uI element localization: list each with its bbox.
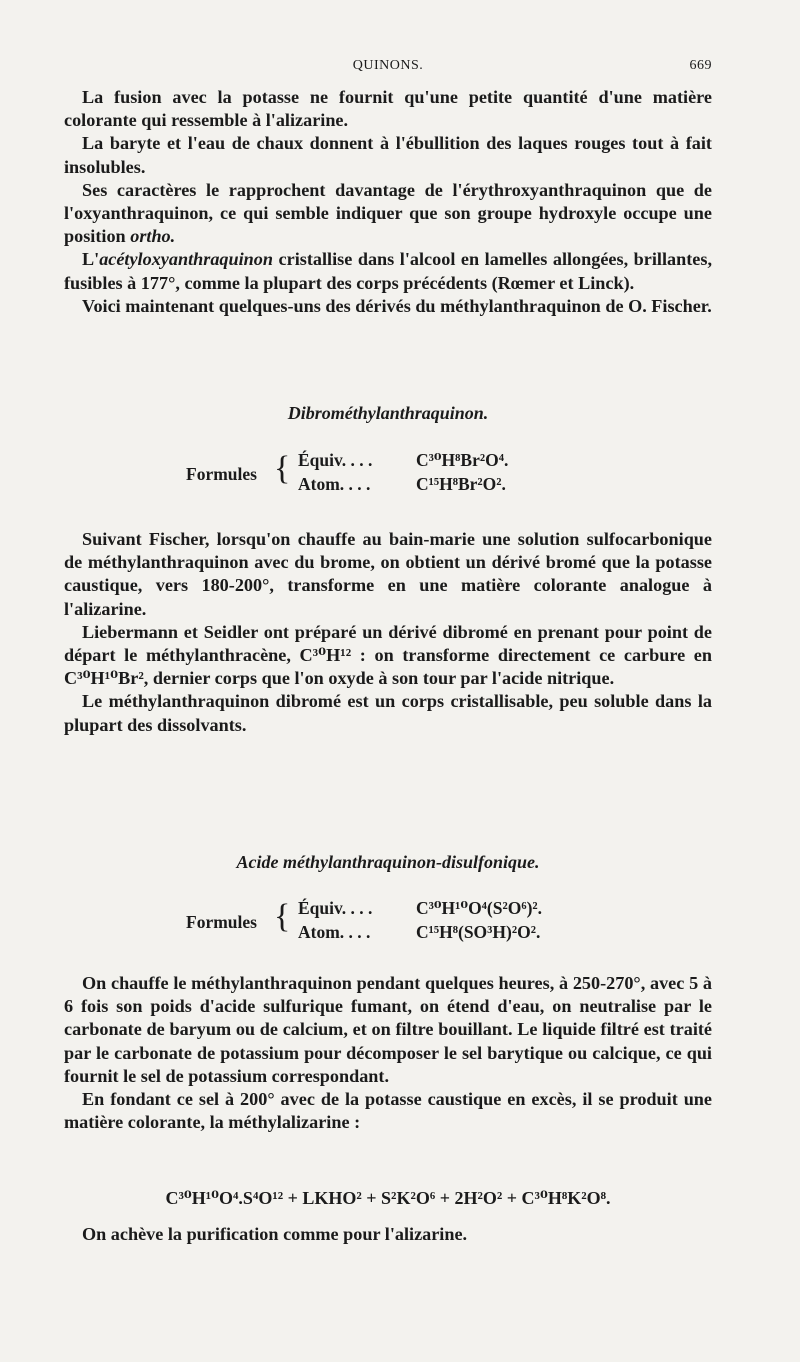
section-title: Acide méthylanthraquinon-disulfonique.	[236, 852, 540, 872]
paragraph-text: cristallise dans l'alcool en lamelles allongées, brillantes, fusibles à 177°, comme la plupart des corps précédents (Rœmer et Linck).	[64, 249, 712, 293]
formula-value: C¹⁵H⁸(SO³H)²O².	[416, 922, 541, 942]
page-number: 669	[689, 58, 712, 73]
paragraph	[64, 248, 712, 294]
paragraph: Voici maintenant quelques-uns des dérivés du méthylanthraquinon de O. Fischer.	[82, 295, 712, 316]
formula-row	[298, 474, 506, 495]
paragraph: Le méthylanthraquinon dibromé est un corps cristallisable, peu soluble dans la plupart des dissolvants.	[64, 691, 712, 735]
running-header	[64, 58, 712, 80]
brace-glyph: {	[274, 450, 291, 487]
formula-row	[298, 450, 508, 471]
paragraph: On chauffe le méthylanthraquinon pendant quelques heures, à 250-270°, avec 5 à 6 fois son poids d'acide sulfurique fumant, on étend d'eau, on neutralise par le carbonate de baryum ou de calcium, et on filtre bouillant. Le liquide filtré est traité par le carbonate de potassium pour décomposer le sel barytique ou calcique, ce qui fournit le sel de potassium correspondant.	[64, 973, 712, 1086]
paragraph: La fusion avec la potasse ne fournit qu'une petite quantité d'une matière colorante qui ressemble à l'alizarine.	[64, 87, 712, 131]
paragraph: Liebermann et Seidler ont préparé un dérivé dibromé en prenant pour point de départ le méthylanthracène, C³⁰H¹² : on transforme directement ce carbure en C³⁰H¹⁰Br², dernier corps que l'on oxyde à son tour par l'acide nitrique.	[64, 621, 712, 689]
italic-term: ortho.	[130, 226, 176, 247]
paragraph: On achève la purification comme pour l'alizarine.	[82, 1224, 468, 1244]
text-block-top	[64, 86, 712, 318]
paragraph	[64, 179, 712, 249]
acetyl-prefix: L'	[82, 249, 100, 270]
brace-glyph: {	[274, 898, 291, 935]
formula-value: C³⁰H¹⁰O⁴(S²O⁶)².	[416, 898, 543, 918]
formula-row	[298, 898, 542, 919]
paragraph: En fondant ce sel à 200° avec de la potasse caustique en excès, il se produit une matière colorante, la méthylalizarine :	[64, 1089, 712, 1133]
formula-value: C¹⁵H⁸Br²O².	[416, 474, 506, 494]
formula-key: Atom. . . .	[298, 922, 371, 942]
formula-value: C³⁰H⁸Br²O⁴.	[416, 450, 509, 470]
formula-key: Équiv. . . .	[298, 898, 373, 918]
formula-label: Formules	[186, 464, 257, 484]
formula-row	[298, 922, 540, 943]
paragraph-text: Ses caractères le rapprochent davantage de l'érythroxyanthraquinon que de l'oxyanthraquinon, ce qui semble indiquer que son groupe hydroxyle occupe une position	[64, 179, 712, 247]
formula-key: Atom. . . .	[298, 474, 371, 494]
paragraph: La baryte et l'eau de chaux donnent à l'ébullition des laques rouges tout à fait insolubles.	[64, 133, 712, 177]
text-block-final	[64, 1223, 712, 1246]
text-block-bottom	[64, 972, 712, 1134]
running-title: QUINONS.	[352, 58, 424, 73]
italic-term: acétyloxyanthraquinon	[99, 249, 273, 270]
formula-key: Équiv. . . .	[298, 450, 373, 470]
paragraph: Suivant Fischer, lorsqu'on chauffe au bain-marie une solution sulfocarbonique de méthylanthraquinon avec du brome, on obtient un dérivé bromé que la potasse caustique, vers 180-200°, transforme en une matière colorante analogue à l'alizarine.	[64, 529, 712, 619]
reaction-equation: C³⁰H¹⁰O⁴.S⁴O¹² + LKHO² + S²K²O⁶ + 2H²O² + C³⁰H⁸K²O⁸.	[165, 1188, 611, 1208]
section-title: Dibrométhylanthraquinon.	[287, 403, 489, 423]
text-block-middle	[64, 528, 712, 737]
formula-label: Formules	[186, 912, 257, 932]
